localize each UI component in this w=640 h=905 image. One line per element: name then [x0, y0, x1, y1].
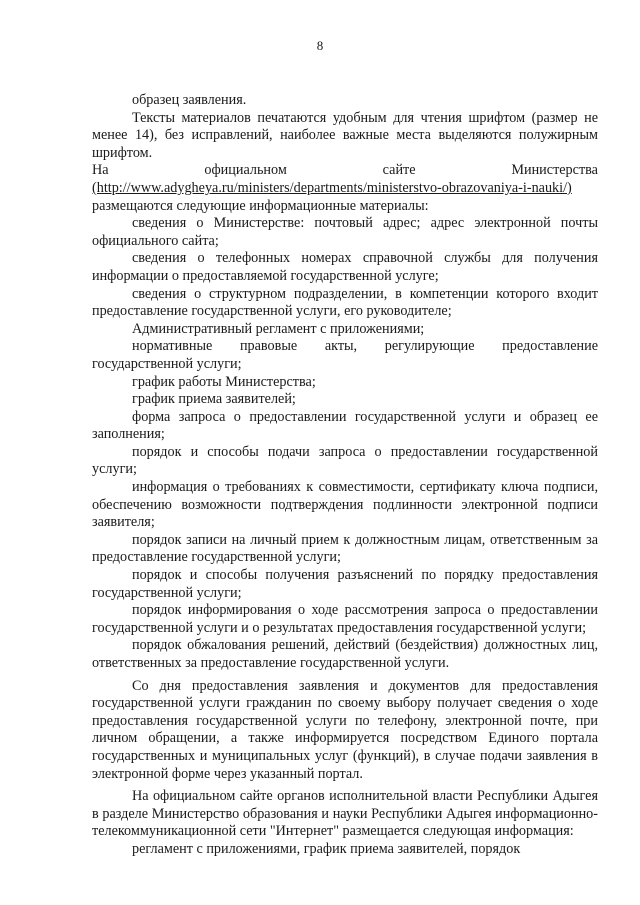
paragraph: порядок обжалования решений, действий (бездействия) должностных лиц, ответственных за предоставление государственной услуги. [92, 637, 598, 671]
word: На [92, 162, 109, 179]
word: официальном [204, 162, 287, 179]
paragraph: порядок записи на личный прием к должностным лицам, ответственным за предоставление государственной услуги; [92, 531, 598, 566]
document-body [92, 92, 598, 859]
word: Министерства [511, 162, 598, 179]
paragraph: информация о требованиях к совместимости, сертификату ключа подписи, обеспечению возможности подтверждения подлинности электронной подписи заявителя; [92, 479, 598, 531]
paragraph: сведения о телефонных номерах справочной службы для получения информации о предоставляемой государственной услуге; [92, 250, 598, 284]
paragraph: Административный регламент с приложениями; [132, 320, 425, 337]
paragraph: регламент с приложениями, график приема заявителей, порядок [132, 840, 521, 857]
page-number: 8 [316, 38, 324, 53]
paragraph: порядок и способы подачи запроса о предоставлении государственной услуги; [92, 443, 598, 478]
paragraph: образец заявления. [132, 92, 247, 108]
paragraph: график приема заявителей; [132, 391, 296, 408]
paragraph: сведения о Министерстве: почтовый адрес; адрес электронной почты официального сайта; [92, 215, 598, 249]
paragraph: порядок и способы получения разъяснений по порядку предоставления государственной услуги; [92, 567, 598, 601]
paragraph: форма запроса о предоставлении государственной услуги и образец ее заполнения; [92, 408, 598, 443]
site-rest-text: размещаются следующие информационные материалы: [92, 197, 429, 214]
site-intro-line [52, 162, 598, 180]
ministry-url-link[interactable]: (http://www.adygheya.ru/ministers/departments/ministerstvo-obrazovaniya-i-nauki/) [92, 179, 572, 196]
paragraph: На официальном сайте органов исполнительной власти Республики Адыгея в разделе Министерство образования и науки Республики Адыгея информационно-телекоммуникационной сети "Интернет" размещается следующая информация: [92, 788, 598, 840]
paragraph: порядок информирования о ходе рассмотрения запроса о предоставлении государственной услуги и о результатах предоставления государственной услуги; [92, 602, 598, 636]
paragraph: Со дня предоставления заявления и документов для предоставления государственной услуги гражданин по своему выбору получает сведения о ходе предоставления государственной услуги по телефону, электронной почте, при личном обращении, а также информируется посредством Единого портала государственных и муниципальных услуг (функций), в случае подачи заявления в электронной форме через указанный портал. [92, 677, 598, 782]
paragraph: график работы Министерства; [132, 373, 316, 390]
paragraph [92, 162, 598, 215]
paragraph: сведения о структурном подразделении, в компетенции которого входит предоставление государственной услуги, его руководителе; [92, 285, 598, 320]
word: сайте [382, 162, 416, 179]
paragraph: Тексты материалов печатаются удобным для чтения шрифтом (размер не менее 14), без исправлений, наиболее важные места выделяются полужирным шрифтом. [92, 109, 598, 161]
paragraph: нормативные правовые акты, регулирующие предоставление государственной услуги; [92, 338, 598, 372]
